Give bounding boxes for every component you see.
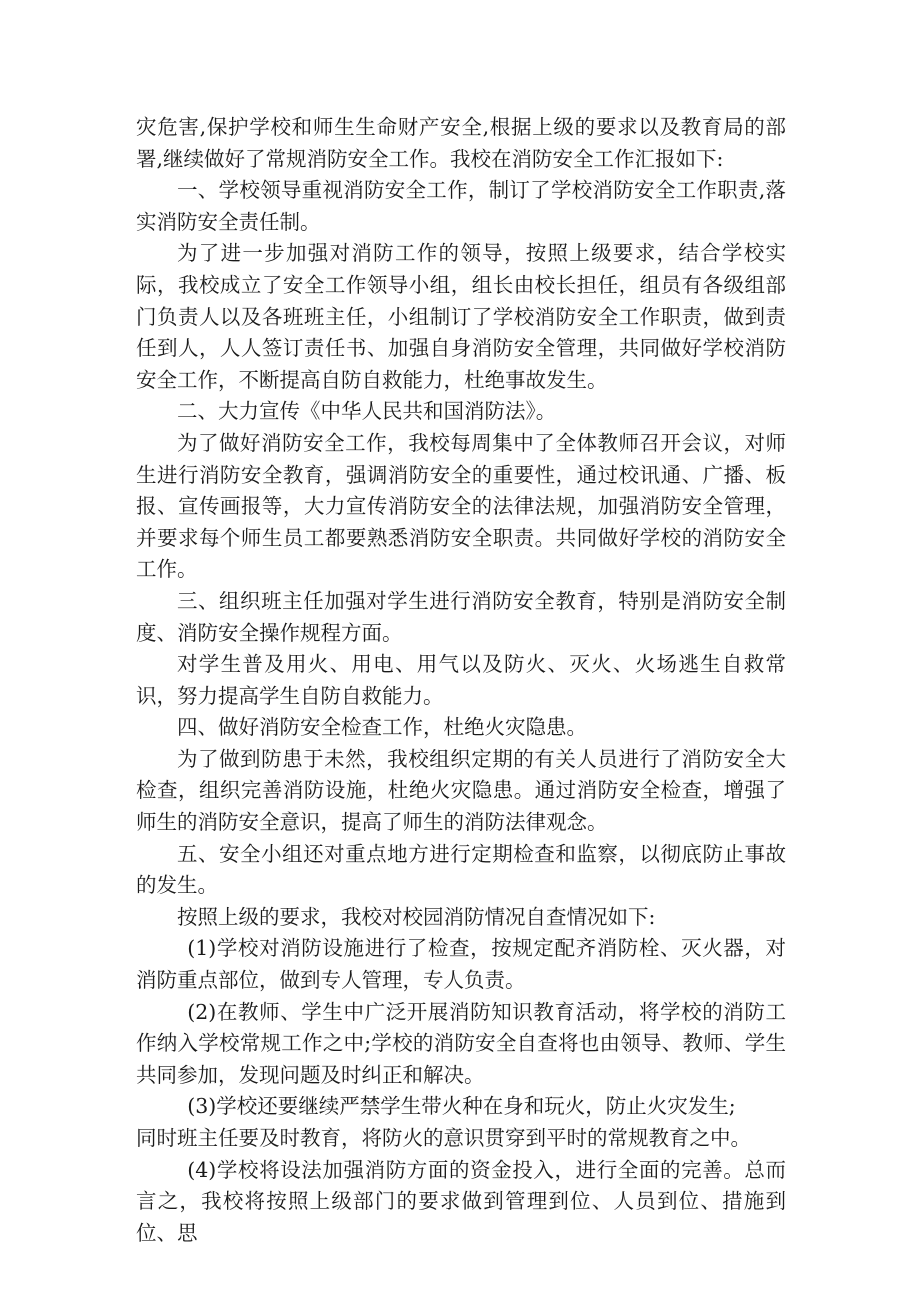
list-item-1: (1)学校对消防设施进行了检查，按规定配齐消防栓、灭火器，对消防重点部位，做到专人管理，专人负责。 — [136, 936, 786, 993]
list-item-3-continuation: 同时班主任要及时教育，将防火的意识贯穿到平时的常规教育之中。 — [136, 1126, 751, 1150]
section-heading-4: 四、做好消防安全检查工作，杜绝火灾隐患。 — [177, 715, 587, 740]
list-item-2: (2)在教师、学生中广泛开展消防知识教育活动，将学校的消防工作纳入学校常规工作之中;学校的消防安全自查将也由领导、教师、学生共同参加，发现问题及时纠正和解决。 — [136, 999, 786, 1087]
paragraph-leadership: 为了进一步加强对消防工作的领导，按照上级要求，结合学校实际，我校成立了安全工作领导小组，组长由校长担任，组员有各级组部门负责人以及各班班主任，小组制订了学校消防安全工作职责，做到责任到人，人人签订责任书、加强自身消防安全管理，共同做好学校消防安全工作，不断提高自防自救能力，杜绝事故发生。 — [136, 241, 786, 392]
list-item-3: (3)学校还要继续严禁学生带火种在身和玩火，防止火灾发生; — [187, 1094, 736, 1119]
section-heading-1: 一、学校领导重视消防安全工作，制订了学校消防安全工作职责,落实消防安全责任制。 — [136, 178, 786, 234]
paragraph-self-check-intro: 按照上级的要求，我校对校园消防情况自查情况如下: — [177, 904, 656, 929]
paragraph-publicity: 为了做好消防安全工作，我校每周集中了全体教师召开会议，对师生进行消防安全教育，强调消防安全的重要性，通过校讯通、广播、板报、宣传画报等，大力宣传消防安全的法律法规，加强消防安全管理，并要求每个师生员工都要熟悉消防安全职责。共同做好学校的消防安全工作。 — [136, 430, 786, 582]
list-item-4: (4)学校将设法加强消防方面的资金投入，进行全面的完善。总而言之，我校将按照上级部门的要求做到管理到位、人员到位、措施到位、思 — [136, 1157, 786, 1245]
section-heading-2: 二、大力宣传《中华人民共和国消防法》。 — [177, 399, 557, 424]
paragraph-inspection: 为了做到防患于未然，我校组织定期的有关人员进行了消防安全大检查，组织完善消防设施，杜绝火灾隐患。通过消防安全检查，增强了师生的消防安全意识，提高了师生的消防法律观念。 — [136, 746, 786, 835]
section-heading-5: 五、安全小组还对重点地方进行定期检查和监察，以彻底防止事故的发生。 — [136, 841, 786, 898]
paragraph-intro: 灾危害,保护学校和师生生命财产安全,根据上级的要求以及教育局的部署,继续做好了常规消防安全工作。我校在消防安全工作汇报如下: — [136, 115, 786, 171]
section-heading-3: 三、组织班主任加强对学生进行消防安全教育，特别是消防安全制度、消防安全操作规程方面。 — [136, 588, 786, 645]
paragraph-student-education: 对学生普及用火、用电、用气以及防火、灭火、火场逃生自救常识，努力提高学生自防自救能力。 — [136, 652, 786, 708]
document-body — [136, 112, 786, 1249]
